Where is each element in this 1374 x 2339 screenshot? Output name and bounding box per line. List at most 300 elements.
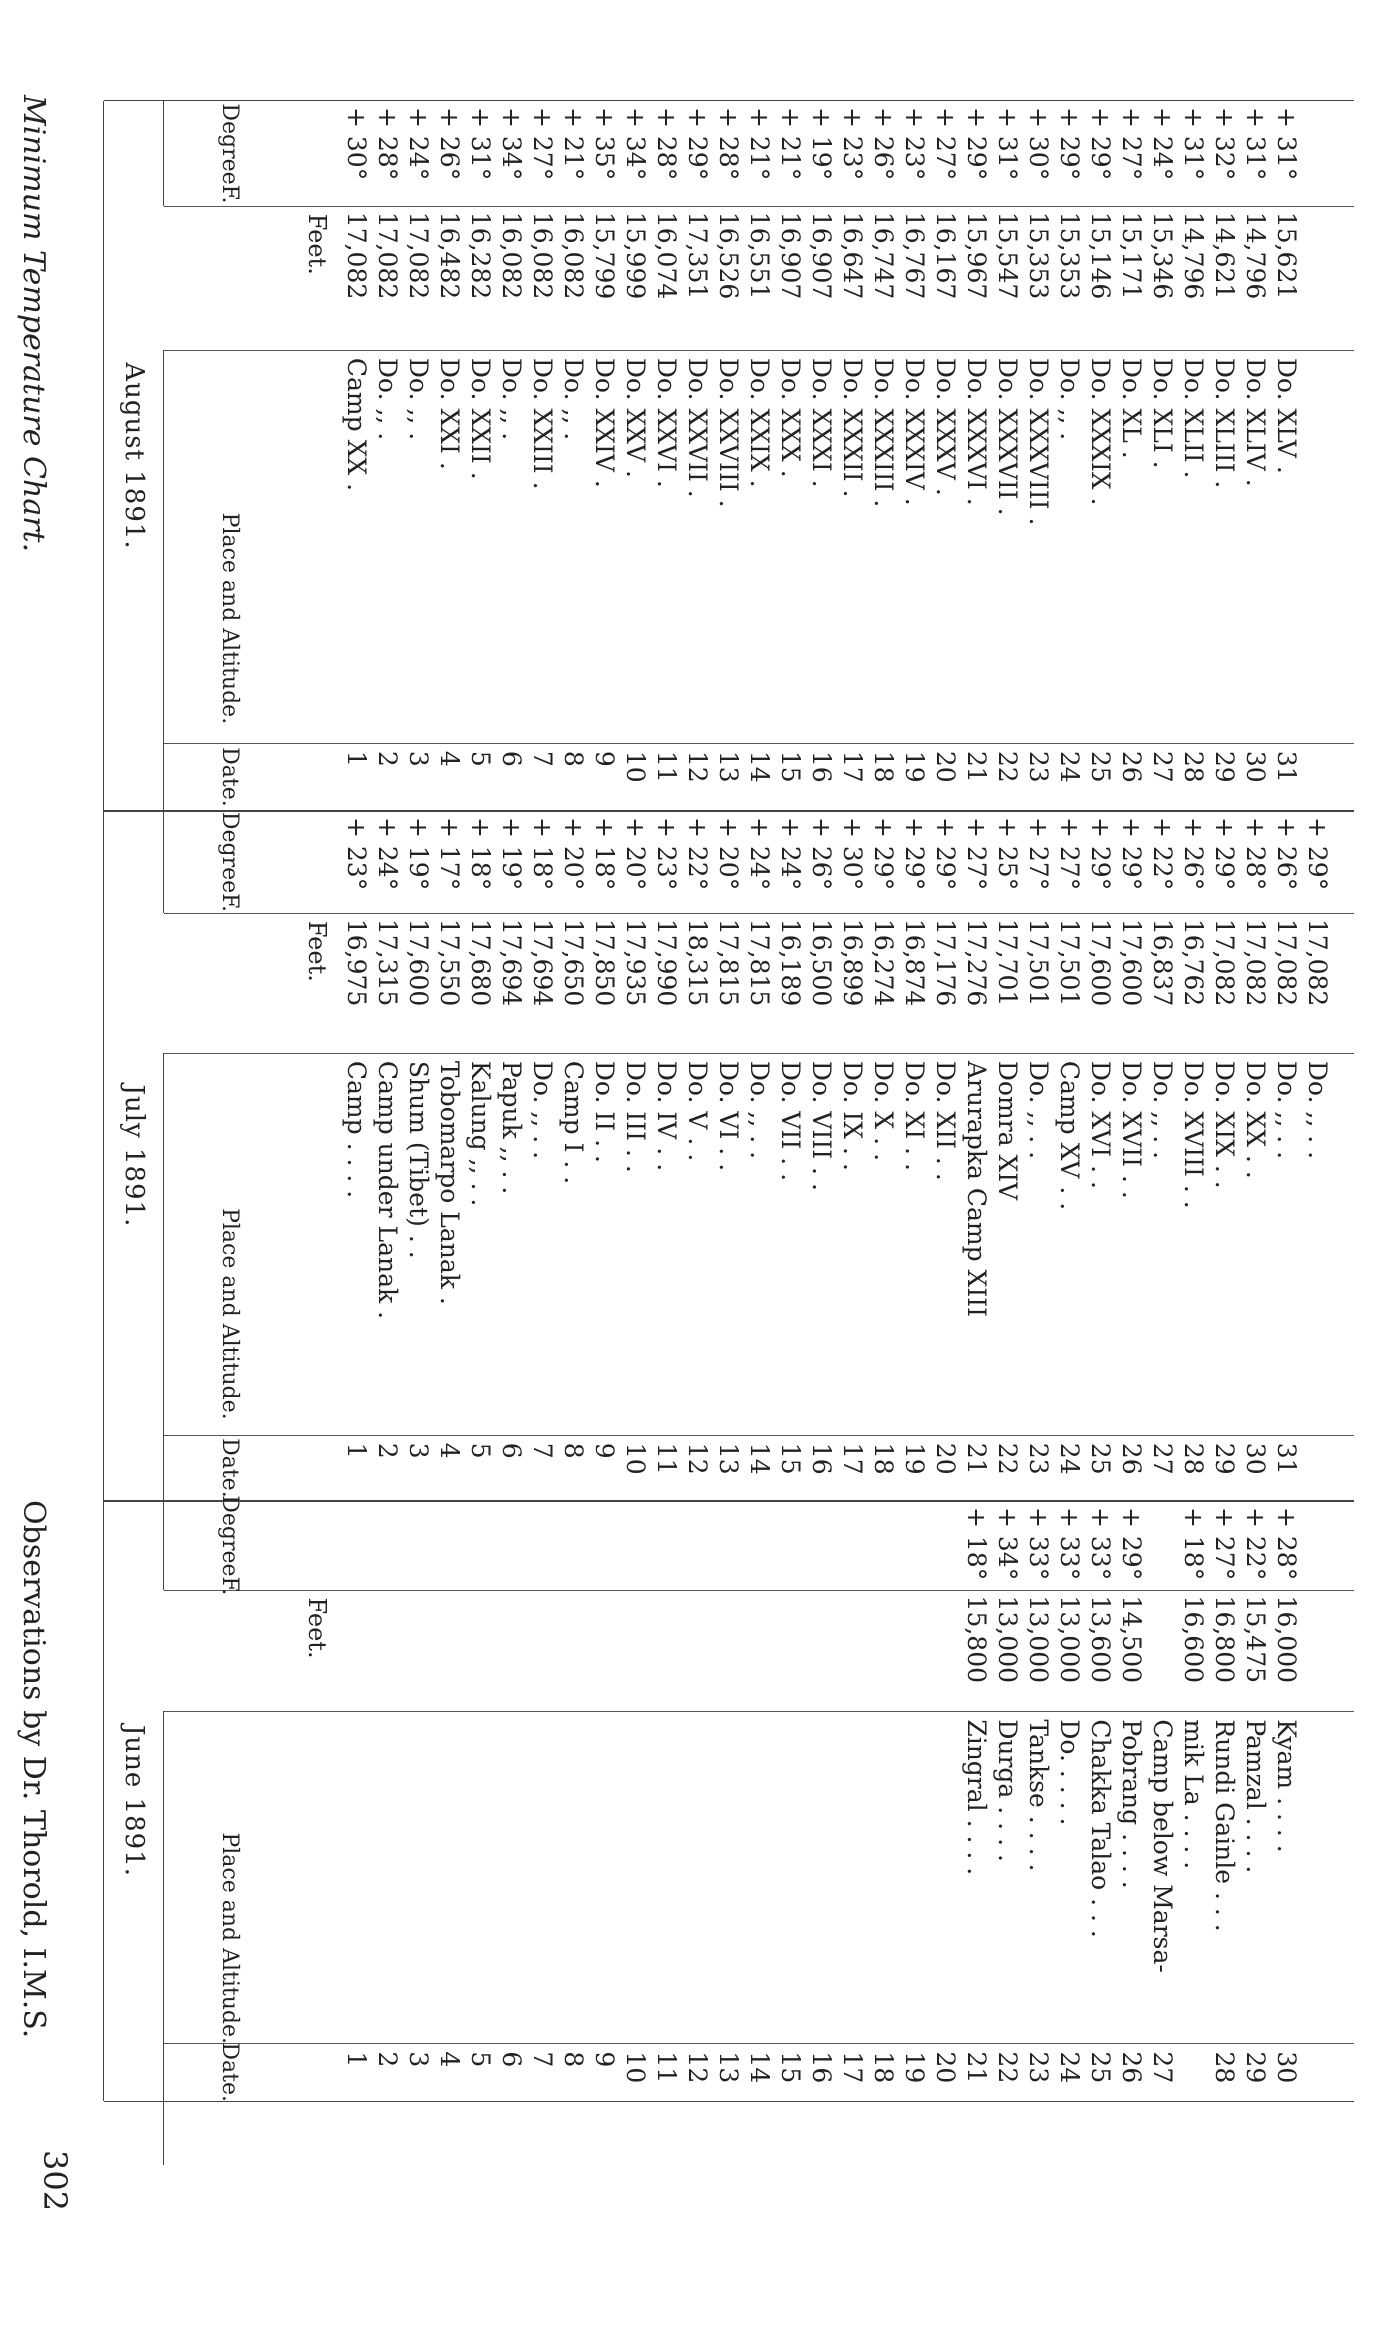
degree-cell: + 28° xyxy=(373,107,402,181)
feet-cell: 17,082 xyxy=(1241,918,1270,1007)
feet-cell: 17,650 xyxy=(559,918,588,1007)
column-divider xyxy=(164,1053,1354,1054)
place-cell: Do. ,, . . xyxy=(1148,1060,1177,1160)
place-cell: Do. XXIV . xyxy=(590,357,619,488)
feet-cell: 15,171 xyxy=(1117,211,1146,300)
feet-cell: 17,082 xyxy=(1210,918,1239,1007)
place-header: Place and Altitude. xyxy=(163,1053,294,1575)
date-cell: 16 xyxy=(807,2051,836,2084)
degree-cell: + 18° xyxy=(962,1507,991,1581)
degree-cell: + 33° xyxy=(1086,1507,1115,1581)
degree-cell: + 27° xyxy=(1210,1507,1239,1581)
date-cell: 29 xyxy=(1241,2051,1270,2084)
place-cell: Do. ,, . . xyxy=(745,1060,774,1160)
page-number: 302 xyxy=(36,2150,74,2212)
date-cell: 16 xyxy=(807,750,836,783)
feet-cell: 17,276 xyxy=(962,918,991,1007)
feet-cell: 17,935 xyxy=(621,918,650,1007)
place-cell: Do. XVII . . xyxy=(1117,1060,1146,1199)
feet-cell: 16,000 xyxy=(1272,1595,1301,1684)
august-title: August 1891. xyxy=(103,101,164,811)
feet-cell: 16,837 xyxy=(1148,918,1177,1007)
date-cell: 25 xyxy=(1086,2051,1115,2084)
date-cell: 3 xyxy=(404,1442,433,1459)
feet-label: Feet. xyxy=(303,213,331,275)
place-cell: Do. III . . xyxy=(621,1060,650,1173)
feet-cell: 17,815 xyxy=(745,918,774,1007)
degree-cell: + 30° xyxy=(838,817,867,891)
date-cell: 23 xyxy=(1024,750,1053,783)
degree-cell: + 21° xyxy=(559,107,588,181)
feet-cell: 17,600 xyxy=(1117,918,1146,1007)
place-cell: Do. XVIII . . xyxy=(1179,1060,1208,1209)
degree-cell: + 27° xyxy=(1024,817,1053,891)
place-cell: Do. XIX . . xyxy=(1210,1060,1239,1189)
degree-cell: + 28° xyxy=(1272,1507,1301,1581)
date-cell: 17 xyxy=(838,2051,867,2084)
feet-cell: 14,621 xyxy=(1210,211,1239,300)
feet-cell: 14,500 xyxy=(1117,1595,1146,1684)
date-cell: 26 xyxy=(1117,1442,1146,1475)
place-cell: Do. XXIII . xyxy=(528,357,557,490)
date-cell: 18 xyxy=(869,750,898,783)
date-cell: 11 xyxy=(652,2051,681,2084)
feet-cell: 16,167 xyxy=(931,211,960,300)
degree-cell: + 17° xyxy=(435,817,464,891)
place-cell: Kyam . . . . xyxy=(1272,1719,1301,1853)
column-divider xyxy=(164,743,1354,744)
date-cell: 2 xyxy=(373,1442,402,1459)
degree-cell: + 23° xyxy=(652,817,681,891)
feet-cell: 17,501 xyxy=(1024,918,1053,1007)
date-cell: 13 xyxy=(714,1442,743,1475)
degree-header: Degree F. xyxy=(163,811,294,913)
degree-cell: + 27° xyxy=(1055,817,1084,891)
date-cell: 31 xyxy=(1272,750,1301,783)
degree-cell: + 19° xyxy=(807,107,836,181)
degree-cell: + 34° xyxy=(621,107,650,181)
chart-title: Minimum Temperature Chart. xyxy=(16,95,51,553)
july-title: July 1891. xyxy=(103,811,164,1501)
feet-cell: 16,907 xyxy=(776,211,805,300)
date-cell: 20 xyxy=(931,2051,960,2084)
degree-cell: + 29° xyxy=(1117,1507,1146,1581)
feet-cell: 15,967 xyxy=(962,211,991,300)
place-cell: Do. II . . xyxy=(590,1060,619,1163)
date-cell: 3 xyxy=(404,750,433,767)
degree-cell: + 18° xyxy=(1179,1507,1208,1581)
degree-cell: + 27° xyxy=(931,107,960,181)
place-cell: mik La . . . . xyxy=(1179,1719,1208,1870)
date-cell: 7 xyxy=(528,750,557,767)
place-cell: Arurapka Camp XIII xyxy=(962,1060,991,1317)
july-section xyxy=(104,810,1354,1502)
feet-cell: 13,000 xyxy=(1055,1595,1084,1684)
feet-cell: 15,800 xyxy=(962,1595,991,1684)
date-cell: 8 xyxy=(559,750,588,767)
feet-label: Feet. xyxy=(303,1597,331,1659)
degree-cell: + 28° xyxy=(1241,817,1270,891)
degree-cell: + 28° xyxy=(714,107,743,181)
feet-cell: 16,482 xyxy=(435,211,464,300)
place-cell: Tankse . . . . xyxy=(1024,1719,1053,1872)
date-cell: 27 xyxy=(1148,750,1177,783)
place-cell: Kalung ,, . . xyxy=(466,1060,495,1207)
place-cell: Do. XLIII . xyxy=(1210,357,1239,489)
date-cell: 1 xyxy=(342,1442,371,1459)
place-cell: Do. XXVII . xyxy=(683,357,712,498)
date-cell: 14 xyxy=(745,750,774,783)
date-cell: 19 xyxy=(900,750,929,783)
place-cell: Do. . . . . xyxy=(1055,1719,1084,1826)
feet-cell: 17,176 xyxy=(931,918,960,1007)
feet-cell: 17,694 xyxy=(497,918,526,1007)
place-cell: Do. ,, . xyxy=(1055,357,1084,441)
place-cell: Do. ,, . xyxy=(373,357,402,441)
date-cell: 20 xyxy=(931,750,960,783)
date-cell: 19 xyxy=(900,1442,929,1475)
degree-cell: + 24° xyxy=(1148,107,1177,181)
feet-cell: 16,762 xyxy=(1179,918,1208,1007)
place-cell: Do. XXI . xyxy=(435,357,464,470)
place-cell: Rundi Gainle . . . xyxy=(1210,1719,1239,1932)
date-cell: 17 xyxy=(838,1442,867,1475)
place-cell: Do. ,, . xyxy=(404,357,433,441)
date-cell: 23 xyxy=(1024,1442,1053,1475)
feet-cell: 16,551 xyxy=(745,211,774,300)
date-cell: 18 xyxy=(869,1442,898,1475)
degree-cell: + 29° xyxy=(1303,817,1332,891)
degree-cell: + 24° xyxy=(404,107,433,181)
date-cell: 24 xyxy=(1055,1442,1084,1475)
degree-cell: + 33° xyxy=(1024,1507,1053,1581)
place-cell: Do. XXXV . xyxy=(931,357,960,496)
date-cell: 21 xyxy=(962,750,991,783)
date-cell: 6 xyxy=(497,1442,526,1459)
feet-cell: 17,701 xyxy=(993,918,1022,1007)
degree-cell: + 31° xyxy=(993,107,1022,181)
date-cell: 4 xyxy=(435,2051,464,2068)
place-cell: Do. XLV . xyxy=(1272,357,1301,474)
place-cell: Durga . . . . xyxy=(993,1719,1022,1862)
column-divider xyxy=(164,1590,1354,1591)
degree-cell: + 34° xyxy=(497,107,526,181)
feet-cell: 16,074 xyxy=(652,211,681,300)
date-cell: 14 xyxy=(745,2051,774,2084)
feet-cell: 13,600 xyxy=(1086,1595,1115,1684)
degree-cell: + 27° xyxy=(1117,107,1146,181)
place-cell: Camp below Marsa- xyxy=(1148,1719,1177,1973)
place-cell: Do. XXXII . xyxy=(838,357,867,498)
date-cell: 25 xyxy=(1086,1442,1115,1475)
degree-cell: + 29° xyxy=(1210,817,1239,891)
degree-cell: + 34° xyxy=(993,1507,1022,1581)
date-cell: 9 xyxy=(590,750,619,767)
june-section xyxy=(104,1495,1354,2103)
date-cell: 6 xyxy=(497,2051,526,2068)
date-cell: 28 xyxy=(1210,2051,1239,2084)
degree-cell: + 31° xyxy=(1179,107,1208,181)
place-cell: Do. XI . . xyxy=(900,1060,929,1171)
place-cell: Do. ,, . xyxy=(559,357,588,441)
feet-cell: 16,282 xyxy=(466,211,495,300)
august-section xyxy=(104,100,1354,812)
date-cell: 31 xyxy=(1272,1442,1301,1475)
place-cell: Do. IV . . xyxy=(652,1060,681,1172)
degree-cell: + 29° xyxy=(1086,817,1115,891)
feet-cell: 16,526 xyxy=(714,211,743,300)
place-cell: Do. XLI . xyxy=(1148,357,1177,469)
feet-cell: 16,082 xyxy=(497,211,526,300)
place-cell: Camp . . . . xyxy=(342,1060,371,1199)
place-cell: Do. ,, . . xyxy=(1272,1060,1301,1160)
june-title: June 1891. xyxy=(103,1501,164,2101)
feet-cell: 17,850 xyxy=(590,918,619,1007)
date-cell: 15 xyxy=(776,1442,805,1475)
date-cell: 25 xyxy=(1086,750,1115,783)
date-cell: 2 xyxy=(373,750,402,767)
degree-cell: + 30° xyxy=(342,107,371,181)
date-cell: 10 xyxy=(621,1442,650,1475)
date-cell: 21 xyxy=(962,2051,991,2084)
feet-label: Feet. xyxy=(303,920,331,982)
date-cell: 22 xyxy=(993,750,1022,783)
date-cell: 19 xyxy=(900,2051,929,2084)
date-header: Date. xyxy=(163,1435,294,1501)
degree-cell: + 26° xyxy=(1179,817,1208,891)
place-cell: Camp under Lanak . xyxy=(373,1060,402,1320)
feet-cell: 16,189 xyxy=(776,918,805,1007)
feet-cell: 17,082 xyxy=(1303,918,1332,1007)
place-cell: Do. XXXVIII . xyxy=(1024,357,1053,526)
feet-cell: 17,680 xyxy=(466,918,495,1007)
degree-cell: + 29° xyxy=(683,107,712,181)
place-cell: Do. ,, . . xyxy=(1303,1060,1332,1160)
place-cell: Do. V . . xyxy=(683,1060,712,1162)
column-divider xyxy=(164,1711,1354,1712)
feet-cell: 17,694 xyxy=(528,918,557,1007)
degree-cell: + 24° xyxy=(745,817,774,891)
place-cell: Do. XXIX . xyxy=(745,357,774,488)
date-cell: 7 xyxy=(528,2051,557,2068)
degree-cell: + 31° xyxy=(466,107,495,181)
date-cell: 12 xyxy=(683,750,712,783)
place-cell: Do. XXVIII . xyxy=(714,357,743,508)
place-cell: Domra XIV xyxy=(993,1060,1022,1201)
degree-cell: + 24° xyxy=(776,817,805,891)
degree-cell: + 31° xyxy=(1272,107,1301,181)
date-cell: 12 xyxy=(683,2051,712,2084)
feet-cell: 13,000 xyxy=(993,1595,1022,1684)
date-cell: 17 xyxy=(838,750,867,783)
place-cell: Camp XX . xyxy=(342,357,371,492)
date-cell: 8 xyxy=(559,2051,588,2068)
date-cell: 28 xyxy=(1179,750,1208,783)
date-cell: 24 xyxy=(1055,750,1084,783)
degree-cell: + 18° xyxy=(590,817,619,891)
degree-cell: + 20° xyxy=(621,817,650,891)
feet-cell: 15,353 xyxy=(1024,211,1053,300)
feet-cell: 16,747 xyxy=(869,211,898,300)
place-cell: Pobrang . . . . xyxy=(1117,1719,1146,1889)
degree-cell: + 26° xyxy=(1272,817,1301,891)
degree-cell: + 25° xyxy=(993,817,1022,891)
feet-cell: 15,475 xyxy=(1241,1595,1270,1684)
place-cell: Do. VIII . . xyxy=(807,1060,836,1191)
date-cell: 4 xyxy=(435,750,464,767)
degree-cell: + 27° xyxy=(528,107,557,181)
date-cell: 22 xyxy=(993,2051,1022,2084)
date-cell: 27 xyxy=(1148,1442,1177,1475)
place-cell: Camp I . . xyxy=(559,1060,588,1185)
date-cell: 6 xyxy=(497,750,526,767)
degree-cell: + 29° xyxy=(900,817,929,891)
feet-cell: 14,796 xyxy=(1179,211,1208,300)
place-cell: Do. X . . xyxy=(869,1060,898,1162)
place-cell: Do. XX . . xyxy=(1241,1060,1270,1179)
date-cell: 15 xyxy=(776,750,805,783)
place-cell: Do. XVI . . xyxy=(1086,1060,1115,1189)
degree-cell: + 23° xyxy=(900,107,929,181)
place-cell: Do. XLII . xyxy=(1179,357,1208,479)
degree-cell: + 21° xyxy=(776,107,805,181)
date-cell: 22 xyxy=(993,1442,1022,1475)
feet-cell: 17,550 xyxy=(435,918,464,1007)
place-cell: Tobomarpo Lanak . xyxy=(435,1060,464,1305)
date-cell: 12 xyxy=(683,1442,712,1475)
degree-cell: + 20° xyxy=(714,817,743,891)
degree-cell: + 29° xyxy=(931,817,960,891)
place-cell: Do. XXX . xyxy=(776,357,805,478)
date-cell: 20 xyxy=(931,1442,960,1475)
feet-cell: 16,600 xyxy=(1179,1595,1208,1684)
place-cell: Do. XXXIX . xyxy=(1086,357,1115,506)
feet-cell: 15,547 xyxy=(993,211,1022,300)
place-cell: Pamzal . . . . xyxy=(1241,1719,1270,1874)
date-cell: 8 xyxy=(559,1442,588,1459)
date-cell: 29 xyxy=(1210,1442,1239,1475)
degree-cell: + 29° xyxy=(1117,817,1146,891)
place-cell: Do. XXXVI . xyxy=(962,357,991,506)
date-cell: 5 xyxy=(466,2051,495,2068)
feet-cell: 17,990 xyxy=(652,918,681,1007)
feet-cell: 16,082 xyxy=(559,211,588,300)
date-header: Date. xyxy=(163,2043,294,2101)
date-cell: 11 xyxy=(652,750,681,783)
place-cell: Do. VI . . xyxy=(714,1060,743,1172)
date-cell: 24 xyxy=(1055,2051,1084,2084)
column-divider xyxy=(164,913,1354,914)
degree-cell: + 22° xyxy=(1148,817,1177,891)
degree-cell: + 22° xyxy=(1241,1507,1270,1581)
place-cell: Do. XXXI . xyxy=(807,357,836,488)
degree-cell: + 31° xyxy=(1241,107,1270,181)
date-header: Date. xyxy=(163,743,294,811)
date-cell: 4 xyxy=(435,1442,464,1459)
place-cell: Shum (Tibet) . . xyxy=(404,1060,433,1259)
place-header: Place and Altitude. xyxy=(163,350,294,887)
feet-cell: 17,351 xyxy=(683,211,712,300)
place-cell: Do. ,, . xyxy=(497,357,526,441)
date-cell: 10 xyxy=(621,2051,650,2084)
date-cell: 3 xyxy=(404,2051,433,2068)
date-cell: 13 xyxy=(714,2051,743,2084)
place-header: Place and Altitude. xyxy=(163,1711,294,2165)
degree-cell: + 24° xyxy=(373,817,402,891)
degree-cell: + 22° xyxy=(683,817,712,891)
column-divider xyxy=(164,1435,1354,1436)
feet-cell: 18,315 xyxy=(683,918,712,1007)
date-cell: 16 xyxy=(807,1442,836,1475)
date-cell: 27 xyxy=(1148,2051,1177,2084)
degree-cell: + 29° xyxy=(962,107,991,181)
place-cell: Camp XV . . xyxy=(1055,1060,1084,1211)
date-cell: 5 xyxy=(466,750,495,767)
column-divider xyxy=(164,206,1354,207)
date-cell: 11 xyxy=(652,1442,681,1475)
feet-cell: 13,000 xyxy=(1024,1595,1053,1684)
place-cell: Do. XLIV . xyxy=(1241,357,1270,487)
degree-cell: + 29° xyxy=(869,817,898,891)
degree-cell: + 30° xyxy=(1024,107,1053,181)
degree-cell: + 27° xyxy=(962,817,991,891)
date-cell: 29 xyxy=(1210,750,1239,783)
place-cell: Do. ,, . . xyxy=(528,1060,557,1160)
feet-cell: 14,796 xyxy=(1241,211,1270,300)
date-cell: 28 xyxy=(1179,1442,1208,1475)
column-divider xyxy=(164,2043,1354,2044)
feet-cell: 16,800 xyxy=(1210,1595,1239,1684)
feet-cell: 17,082 xyxy=(404,211,433,300)
feet-cell: 16,899 xyxy=(838,918,867,1007)
column-divider xyxy=(164,350,1354,351)
degree-cell: + 29° xyxy=(1086,107,1115,181)
date-cell: 30 xyxy=(1272,2051,1301,2084)
feet-cell: 15,346 xyxy=(1148,211,1177,300)
feet-cell: 16,082 xyxy=(528,211,557,300)
place-cell: Do. XXXIII . xyxy=(869,357,898,508)
place-cell: Chakka Talao . . . xyxy=(1086,1719,1115,1938)
degree-cell: + 23° xyxy=(342,817,371,891)
place-cell: Do. XII . . xyxy=(931,1060,960,1181)
degree-cell: + 18° xyxy=(528,817,557,891)
feet-cell: 16,647 xyxy=(838,211,867,300)
date-cell: 1 xyxy=(342,2051,371,2068)
feet-cell: 15,999 xyxy=(621,211,650,300)
degree-cell: + 35° xyxy=(590,107,619,181)
feet-cell: 16,907 xyxy=(807,211,836,300)
place-cell: Do. XL . xyxy=(1117,357,1146,459)
feet-cell: 17,082 xyxy=(342,211,371,300)
degree-cell: + 19° xyxy=(497,817,526,891)
date-cell: 30 xyxy=(1241,1442,1270,1475)
place-cell: Do. XXXIV . xyxy=(900,357,929,506)
feet-cell: 16,500 xyxy=(807,918,836,1007)
attribution: Observations by Dr. Thorold, I.M.S. xyxy=(16,1500,51,2039)
place-cell: Do. ,, . . xyxy=(1024,1060,1053,1160)
degree-header: Degree F. xyxy=(163,101,294,206)
date-cell: 5 xyxy=(466,1442,495,1459)
feet-cell: 16,274 xyxy=(869,918,898,1007)
feet-cell: 15,353 xyxy=(1055,211,1084,300)
degree-cell: + 20° xyxy=(559,817,588,891)
degree-header: Degree F. xyxy=(163,1501,294,1590)
place-cell: Do. IX . . xyxy=(838,1060,867,1171)
feet-cell: 17,815 xyxy=(714,918,743,1007)
degree-cell: + 28° xyxy=(652,107,681,181)
date-cell: 21 xyxy=(962,1442,991,1475)
date-cell: 13 xyxy=(714,750,743,783)
